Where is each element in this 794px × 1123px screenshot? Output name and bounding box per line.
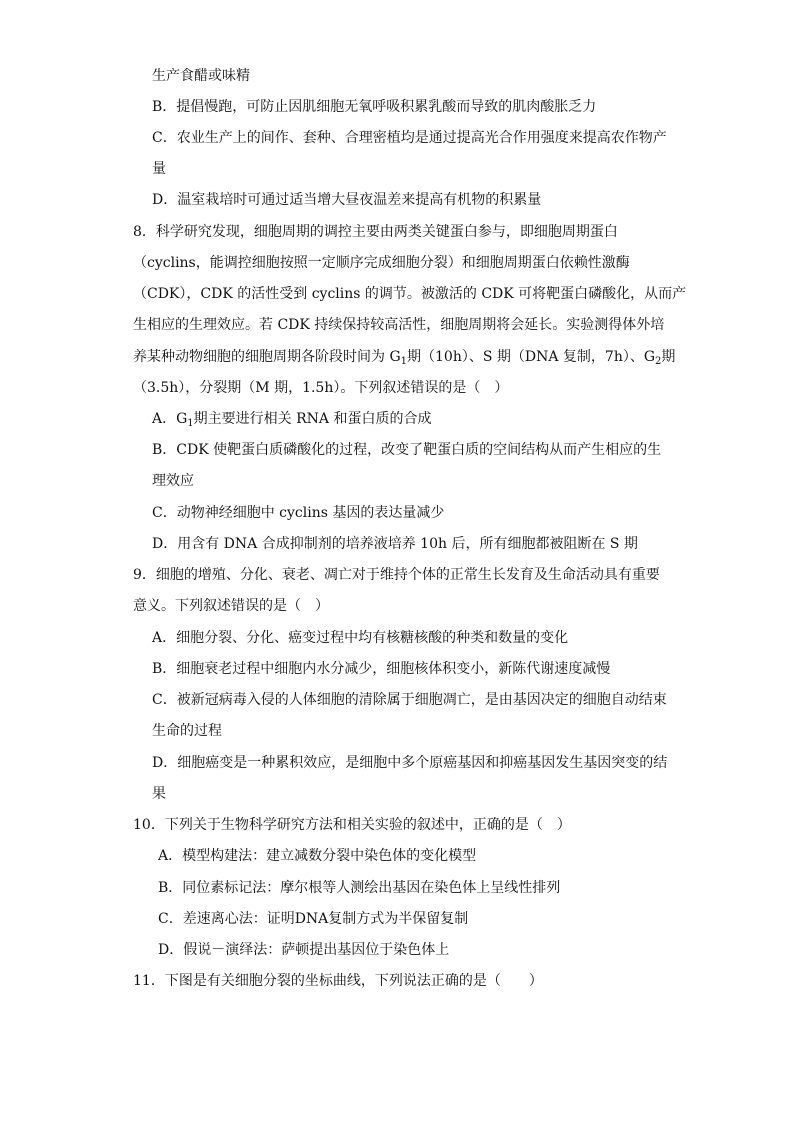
q8-option-c: C．动物神经细胞中 cyclins 基因的表达量减少 [152, 505, 445, 521]
q8-option-d: D．用含有 DNA 合成抑制剂的培养液培养 10h 后，所有细胞都被阻断在 S 期 [152, 536, 638, 552]
q10-option-d: D．假说－演绎法：萨顿提出基因位于染色体上 [158, 942, 450, 958]
q9-stem-line2: 意义。下列叙述错误的是（ ） [133, 598, 329, 614]
q10-option-b: B．同位素标记法：摩尔根等人测绘出基因在染色体上呈线性排列 [158, 880, 561, 896]
q8-option-b-line2: 理效应 [152, 473, 194, 489]
subscript: 1 [400, 356, 408, 367]
q8-stem-line1: 8．科学研究发现，细胞周期的调控主要由两类关键蛋白参与，即细胞周期蛋白 [133, 224, 618, 240]
q9-option-c-line2: 生命的过程 [152, 723, 222, 739]
subscript: 1 [187, 418, 194, 429]
subscript: 2 [655, 356, 662, 367]
q8-stem-line5-c: 期 [661, 349, 676, 365]
q7-option-c-line1: C．农业生产上的间作、套种、合理密植均是通过提高光合作用强度来提高农作物产 [152, 130, 667, 146]
q10-stem: 10．下列关于生物科学研究方法和相关实验的叙述中，正确的是（ ） [133, 817, 571, 833]
q8-option-a [0, 409, 794, 429]
q9-option-d-line1: D．细胞癌变是一种累积效应，是细胞中多个原癌基因和抑癌基因发生基因突变的结 [152, 755, 668, 771]
q7-option-d: D．温室栽培时可通过适当增大昼夜温差来提高有机物的积累量 [152, 192, 542, 208]
q9-option-b: B．细胞衰老过程中细胞内水分减少，细胞核体积变小，新陈代谢速度减慢 [152, 661, 611, 677]
q7-option-c-line2: 量 [152, 161, 166, 177]
q8-stem-line4: 生相应的生理效应。若 CDK 持续保持较高活性，细胞周期将会延长。实验测得体外培 [133, 317, 665, 333]
q8-option-b-line1: B．CDK 使靶蛋白质磷酸化的过程，改变了靶蛋白质的空间结构从而产生相应的生 [152, 442, 662, 458]
q8-stem-line5-b: 期（10h）、S 期（DNA 复制，7h）、G [407, 349, 656, 365]
q8-option-a-text: 期主要进行相关 RNA 和蛋白质的合成 [193, 411, 432, 427]
q7-option-a-continued: 生产食醋或味精 [152, 68, 250, 84]
q9-option-a: A．细胞分裂、分化、癌变过程中均有核糖核酸的种类和数量的变化 [152, 630, 569, 646]
q8-stem-line5 [0, 347, 794, 367]
q8-stem-line2: （cyclins，能调控细胞按照一定顺序完成细胞分裂）和细胞周期蛋白依赖性激酶 [133, 255, 630, 271]
q10-option-a: A．模型构建法：建立减数分裂中染色体的变化模型 [158, 848, 477, 864]
q10-option-c: C．差速离心法：证明DNA复制方式为半保留复制 [158, 911, 469, 927]
q11-stem: 11．下图是有关细胞分裂的坐标曲线，下列说法正确的是（ ） [133, 973, 543, 989]
q9-stem-line1: 9．细胞的增殖、分化、衰老、凋亡对于维持个体的正常生长发育及生命活动具有重要 [133, 567, 660, 583]
q8-stem-line6: （3.5h），分裂期（M 期，1.5h）。下列叙述错误的是（ ） [133, 380, 509, 396]
q9-option-c-line1: C．被新冠病毒入侵的人体细胞的清除属于细胞凋亡，是由基因决定的细胞自动结束 [152, 692, 667, 708]
q8-stem-line5-a: 养某种动物细胞的细胞周期各阶段时间为 G [133, 349, 401, 365]
q8-option-a-label: A．G [152, 411, 188, 427]
q8-stem-line3: （CDK），CDK 的活性受到 cyclins 的调节。被激活的 CDK 可将靶蛋白磷酸化，从而产 [133, 286, 687, 302]
q9-option-d-line2: 果 [152, 786, 166, 802]
q7-option-b: B．提倡慢跑，可防止因肌细胞无氧呼吸积累乳酸而导致的肌肉酸胀乏力 [152, 99, 597, 115]
